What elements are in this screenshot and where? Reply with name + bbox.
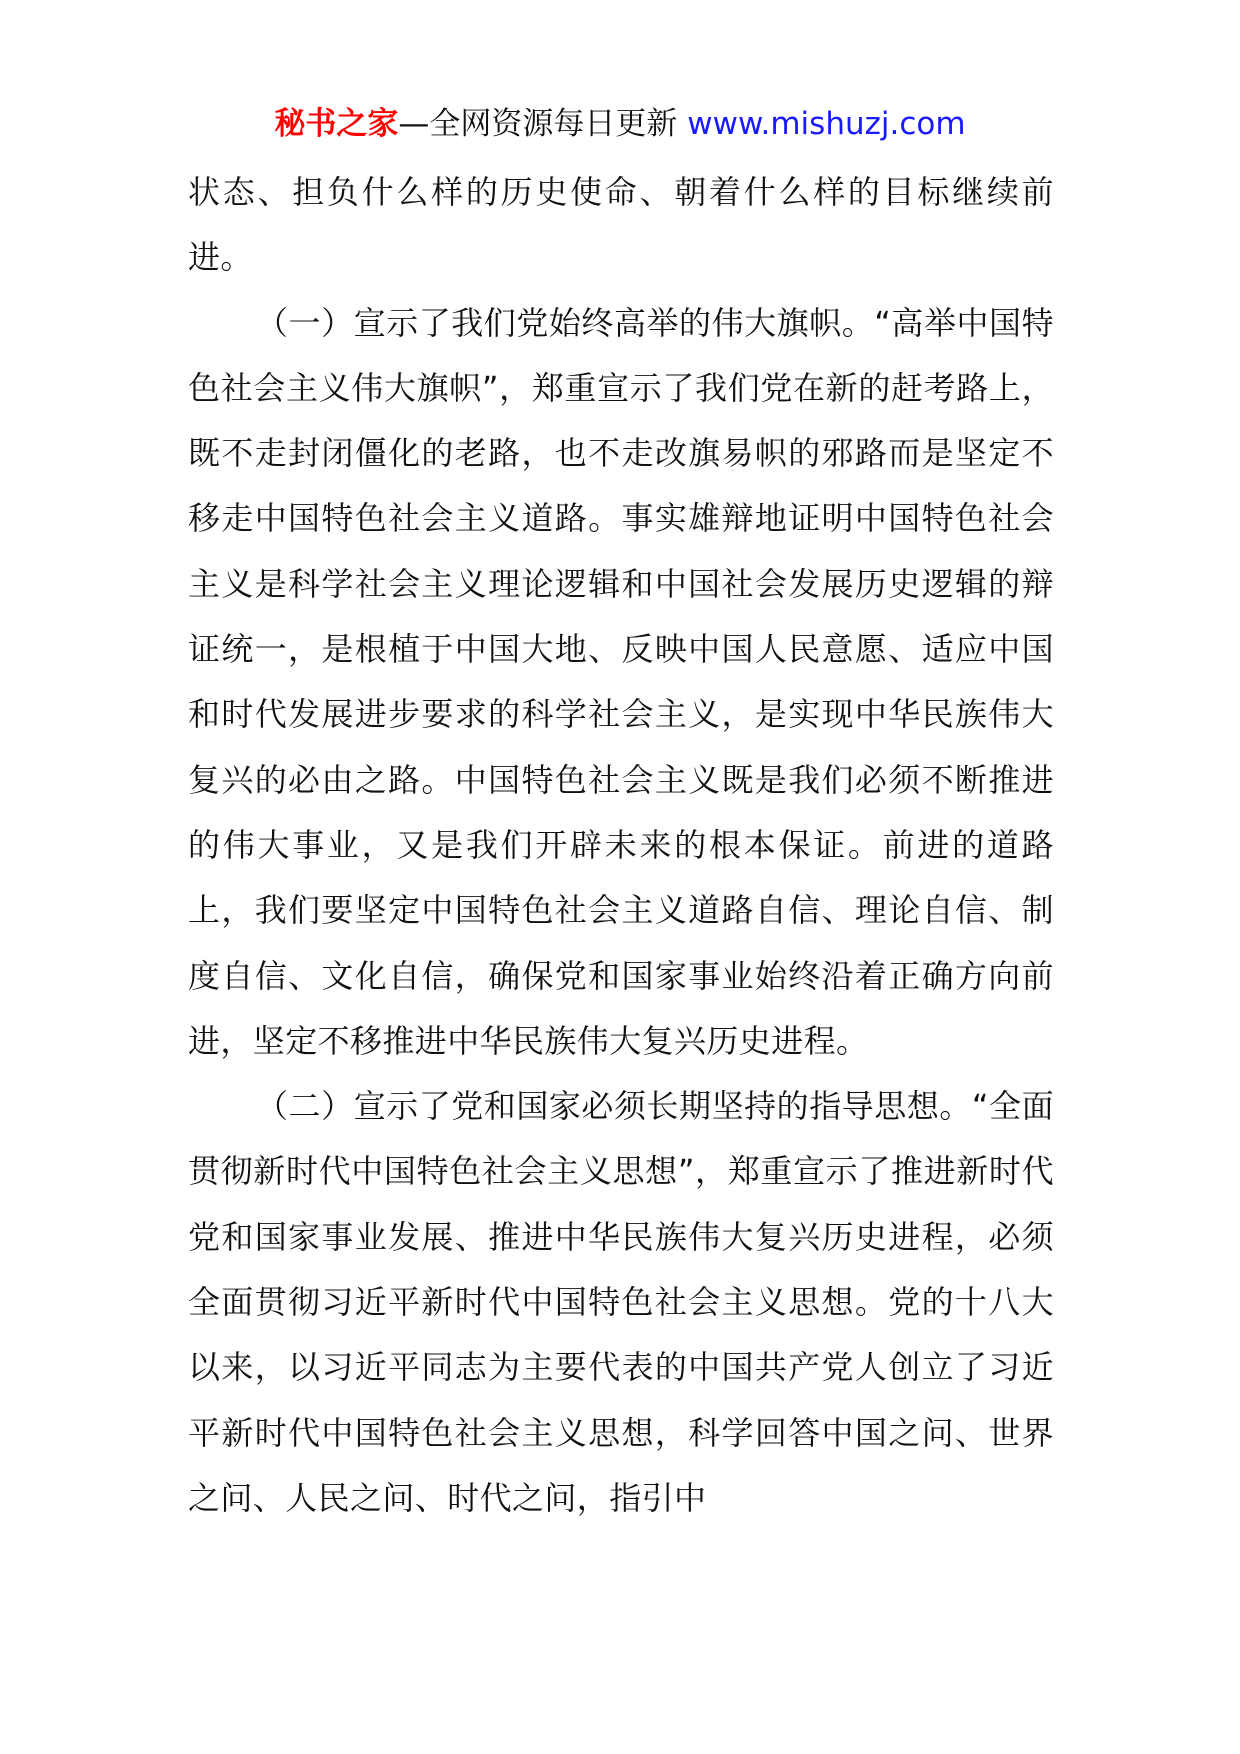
paragraph-section-two: （二）宣示了党和国家必须长期坚持的指导思想。“全面贯彻新时代中国特色社会主义思想”，郑重宣示了推进新时代党和国家事业发展、推进中华民族伟大复兴历史进程，必须全面贯彻习近平新时代中国特色社会主义思想。党的十八大以来，以习近平同志为主要代表的中国共产党人创立了习近平新时代中国特色社会主义思想，科学回答中国之问、世界之问、人民之问、时代之问，指引中	[188, 1087, 1054, 1517]
header-brand: 秘书之家	[274, 106, 399, 142]
document-body	[188, 160, 1054, 1531]
page-header	[0, 104, 1240, 144]
paragraph-continuation: 状态、担负什么样的历史使命、朝着什么样的目标继续前进。	[188, 173, 1054, 277]
header-site-link[interactable]: www.mishuzj.com	[687, 106, 966, 142]
header-tagline: —全网资源每日更新	[398, 106, 678, 142]
paragraph-section-one: （一）宣示了我们党始终高举的伟大旗帜。“高举中国特色社会主义伟大旗帜”，郑重宣示了我们党在新的赶考路上，既不走封闭僵化的老路，也不走改旗易帜的邪路而是坚定不移走中国特色社会主义道路。事实雄辩地证明中国特色社会主义是科学社会主义理论逻辑和中国社会发展历史逻辑的辩证统一，是根植于中国大地、反映中国人民意愿、适应中国和时代发展进步要求的科学社会主义，是实现中华民族伟大复兴的必由之路。中国特色社会主义既是我们必须不断推进的伟大事业，又是我们开辟未来的根本保证。前进的道路上，我们要坚定中国特色社会主义道路自信、理论自信、制度自信、文化自信，确保党和国家事业始终沿着正确方向前进，坚定不移推进中华民族伟大复兴历史进程。	[188, 303, 1054, 1060]
